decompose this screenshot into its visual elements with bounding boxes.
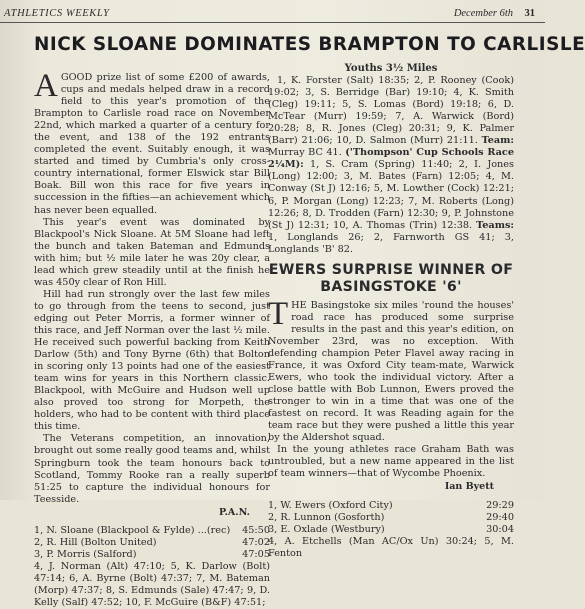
result-list: 4, A. Etchells (Man AC/Ox Un) 30:24; 5, M. Fenton bbox=[268, 535, 514, 559]
result-list: 4, J. Norman (Alt) 47:10; 5, K. Darlow (Bolt) 47:14; 6, A. Byrne (Bolt) 47:37; 7, M. Bateman (Morp) 47:37; 8, S. Edmunds (Sale) 47:47; 9, D. Kelly (Salf) 47:52; 10, F. McGuire (B&F) 47:51; bbox=[34, 560, 270, 609]
header-rule bbox=[0, 22, 545, 23]
right-column bbox=[268, 63, 514, 560]
article-paragraph: Hill had run strongly over the last few miles to go through from the teens to second, just edging out Peter Morris, a former winner of this race, and Jeff Norman over the last ½ mile. He received such powerful backing from Keith Darlow (5th) and Tony Byrne (6th) that Bolton in scoring only 13 points had one of the easiest team wins for years in this Northern classic. Blackpool, with McGuire and Hudson well up also proved too strong for Morpeth, the holders, who had to be content with third place this time. bbox=[34, 288, 270, 433]
author-signature: P.A.N. bbox=[219, 506, 250, 518]
schools-race-title: ('Thompson' Cup Schools Race 2¼M): bbox=[268, 147, 514, 171]
article-paragraph: This year's event was dominated by Blackpool's Nick Sloane. At 5M Sloane had left the bunch and taken Bateman and Edmunds with him; but ½ mile later he was 20y clear, a lead which grew steadily until at the finish he was 450y clear of Ron Hill. bbox=[34, 216, 270, 288]
result-row: 2, R. Hill (Bolton United) 47:02 bbox=[34, 536, 270, 548]
main-headline: NICK SLOANE DOMINATES BRAMPTON TO CARLISLE bbox=[34, 34, 585, 55]
drop-cap: T bbox=[268, 295, 289, 332]
page-header bbox=[0, 4, 545, 24]
youths-race-title: Youths 3½ Miles bbox=[344, 63, 438, 74]
result-row: 3, E. Oxlade (Westbury) 30:04 bbox=[268, 523, 514, 535]
publication-name: ATHLETICS WEEKLY bbox=[4, 8, 110, 19]
drop-cap: A bbox=[34, 68, 58, 104]
result-row: 2, R. Lunnon (Gosforth) 29:40 bbox=[268, 511, 514, 523]
result-row: 3, P. Morris (Salford) 47:05 bbox=[34, 548, 270, 560]
page-number: 31 bbox=[524, 8, 535, 19]
article-paragraph: AGOOD prize list of some £200 of awards, cups and medals helped draw in a record field to this year's promotion of the Brampton to Carlisle road race on November 22nd, which marked a quarter of a century for the event, and 138 of the 192 entrants completed the event. Suitably enough, it was started and timed by Cumbria's only cross-country international, former Elswick star Bill Boak. Bill won this race for five years in succession in the fifties—an achievement which has never been equalled. bbox=[34, 68, 270, 216]
article-paragraph: THE Basingstoke six miles 'round the houses' road race has produced some surprise results in the past and this year's edition, on November 23rd, was no exception. With defending champion Peter Flavel away racing in France, it was Oxford City team-mate, Warwick Ewers, who took the individual victory. After a close battle with Bob Lunnon, Ewers proved the stronger to win in a time that was one of the fastest on record. It was Reading again for the team race but they were pushed a little this year by the Aldershot squad. bbox=[268, 295, 514, 444]
secondary-headline: EWERS SURPRISE WINNER OF BASINGSTOKE '6' bbox=[268, 261, 514, 295]
issue-date: December 6th bbox=[453, 8, 513, 19]
result-row: 1, N. Sloane (Blackpool & Fylde) ...(rec) 45:50 bbox=[34, 524, 270, 536]
article-paragraph: In the young athletes race Graham Bath was untroubled, but a new name appeared in the list of team winners—that of Wycombe Phoenix. bbox=[268, 444, 514, 480]
author-signature: Ian Byett bbox=[444, 481, 494, 493]
left-column bbox=[34, 68, 270, 609]
youths-results: 1, K. Forster (Salt) 18:35; 2, P. Rooney (Cook) 19:02; 3, S. Berridge (Bar) 19:10; 4, K. Smith (Cleg) 19:11; 5, S. Lomas (Bord) 19:18; 6, D. McTear (Murr) 19:59; 7, A. Warwick (Bord) 20:28; 8, R. Jones (Cleg) 20:31; 9, K. Palmer (Barr) 21:06; 10, D. Salmon (Murr) 21:11. Team: Murray BC 41. ('Thompson' Cup Schools Race 2¼M): 1, S. Cram (Spring) 11:40; 2, I. Jones (Long) 12:00; 3, M. Bates (Farn) 12:05; 4, M. Conway (St J) 12:16; 5, M. Lowther (Cock) 12:21; 6, P. Morgan (Long) 12:23; 7, M. Roberts (Long) 12:26; 8, D. Trodden (Farn) 12:30; 9, P. Johnstone (St J) 12:31; 10, A. Thomas (Trin) 12:38. Teams: 1, Longlands 26; 2, Farnworth GS 41; 3, Longlands 'B' 82. bbox=[268, 75, 514, 255]
article-paragraph: The Veterans competition, an innovation, brought out some really good teams and, whilst Springburn took the team honours back to Scotland, Tommy Rooke ran a really superb 51:25 to capture the individual honours for Teesside. bbox=[34, 433, 270, 505]
result-row: 1, W. Ewers (Oxford City) 29:29 bbox=[268, 499, 514, 511]
